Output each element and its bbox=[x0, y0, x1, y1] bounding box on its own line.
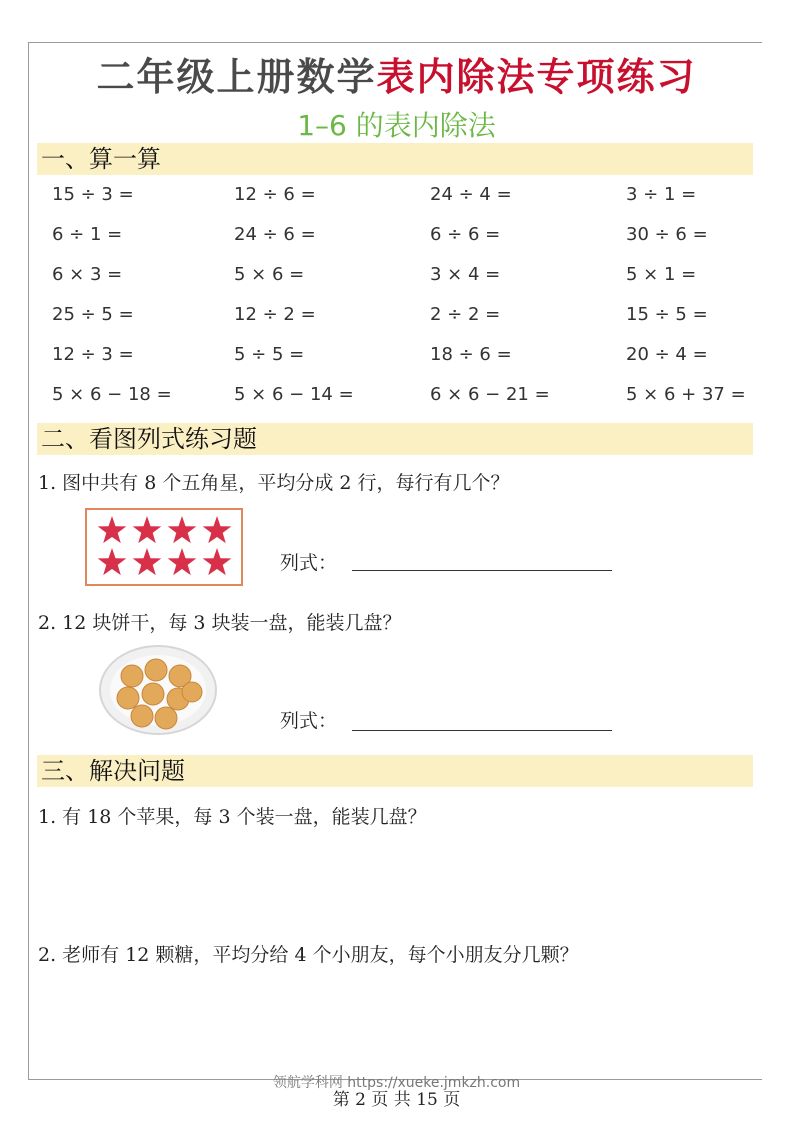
calc-item: 5 ÷ 5 = bbox=[234, 344, 305, 365]
star-icon bbox=[168, 516, 197, 543]
calc-row bbox=[52, 344, 752, 384]
section3-heading: 三、解决问题 bbox=[37, 755, 753, 787]
star-icon bbox=[133, 516, 162, 543]
section2-heading: 二、看图列式练习题 bbox=[37, 423, 753, 455]
calc-item: 5 × 6 − 14 = bbox=[234, 384, 354, 405]
calc-item: 5 × 1 = bbox=[626, 264, 697, 285]
calc-item: 6 ÷ 6 = bbox=[430, 224, 501, 245]
section3-question-2: 2. 老师有 12 颗糖，平均分给 4 个小朋友，每个小朋友分几颗？ bbox=[38, 944, 579, 966]
cookie-icon bbox=[117, 687, 139, 709]
calc-item: 12 ÷ 2 = bbox=[234, 304, 316, 325]
cookie-icon bbox=[155, 707, 177, 729]
calc-item: 20 ÷ 4 = bbox=[626, 344, 708, 365]
calc-item: 15 ÷ 3 = bbox=[52, 184, 134, 205]
calc-item: 6 × 3 = bbox=[52, 264, 123, 285]
cookie-icon bbox=[142, 683, 164, 705]
calc-row bbox=[52, 264, 752, 304]
star-icon bbox=[98, 548, 127, 575]
formula-label-2: 列式： bbox=[280, 710, 338, 732]
cookie-icon bbox=[131, 705, 153, 727]
title-part1: 二年级上册数学 bbox=[96, 54, 377, 99]
calc-item: 25 ÷ 5 = bbox=[52, 304, 134, 325]
calc-item: 15 ÷ 5 = bbox=[626, 304, 708, 325]
section1-heading: 一、算一算 bbox=[37, 143, 753, 175]
calc-item: 18 ÷ 6 = bbox=[430, 344, 512, 365]
section2-question-1: 1. 图中共有 8 个五角星，平均分成 2 行，每行有几个？ bbox=[38, 472, 510, 494]
calc-item: 3 ÷ 1 = bbox=[626, 184, 697, 205]
calc-grid bbox=[52, 184, 752, 424]
calc-item: 5 × 6 − 18 = bbox=[52, 384, 172, 405]
star-icon bbox=[98, 516, 127, 543]
calc-item: 12 ÷ 3 = bbox=[52, 344, 134, 365]
cookie-plate-svg bbox=[98, 644, 218, 736]
stars-picture bbox=[85, 508, 243, 586]
calc-item: 6 ÷ 1 = bbox=[52, 224, 123, 245]
cookie-icon bbox=[182, 682, 202, 702]
answer-line-1[interactable] bbox=[352, 548, 612, 571]
calc-item: 5 × 6 + 37 = bbox=[626, 384, 746, 405]
calc-row bbox=[52, 184, 752, 224]
stars-svg bbox=[87, 510, 241, 584]
page-number: 第 2 页 共 15 页 bbox=[332, 1090, 461, 1110]
cookie-plate-picture bbox=[98, 644, 218, 736]
section2-question-2: 2. 12 块饼干，每 3 块装一盘，能装几盘？ bbox=[38, 612, 402, 634]
formula-label-1: 列式： bbox=[280, 552, 338, 574]
star-icon bbox=[203, 516, 232, 543]
page-title bbox=[0, 46, 793, 101]
calc-item: 30 ÷ 6 = bbox=[626, 224, 708, 245]
calc-item: 3 × 4 = bbox=[430, 264, 501, 285]
calc-item: 6 × 6 − 21 = bbox=[430, 384, 550, 405]
calc-item: 24 ÷ 6 = bbox=[234, 224, 316, 245]
star-icon bbox=[133, 548, 162, 575]
cookie-icon bbox=[145, 659, 167, 681]
section3-question-1: 1. 有 18 个苹果，每 3 个装一盘，能装几盘？ bbox=[38, 806, 427, 828]
calc-item: 2 ÷ 2 = bbox=[430, 304, 501, 325]
page-subtitle: 1–6 的表内除法 bbox=[297, 109, 496, 142]
title-part2: 表内除法专项练习 bbox=[376, 54, 697, 99]
calc-item: 24 ÷ 4 = bbox=[430, 184, 512, 205]
answer-line-2[interactable] bbox=[352, 708, 612, 731]
cookie-icon bbox=[121, 665, 143, 687]
star-icon bbox=[168, 548, 197, 575]
calc-row bbox=[52, 224, 752, 264]
calc-row bbox=[52, 384, 752, 424]
calc-row bbox=[52, 304, 752, 344]
watermark: 领航学科网 https://xueke.jmkzh.com bbox=[272, 1075, 521, 1091]
calc-item: 12 ÷ 6 = bbox=[234, 184, 316, 205]
calc-item: 5 × 6 = bbox=[234, 264, 305, 285]
star-icon bbox=[203, 548, 232, 575]
